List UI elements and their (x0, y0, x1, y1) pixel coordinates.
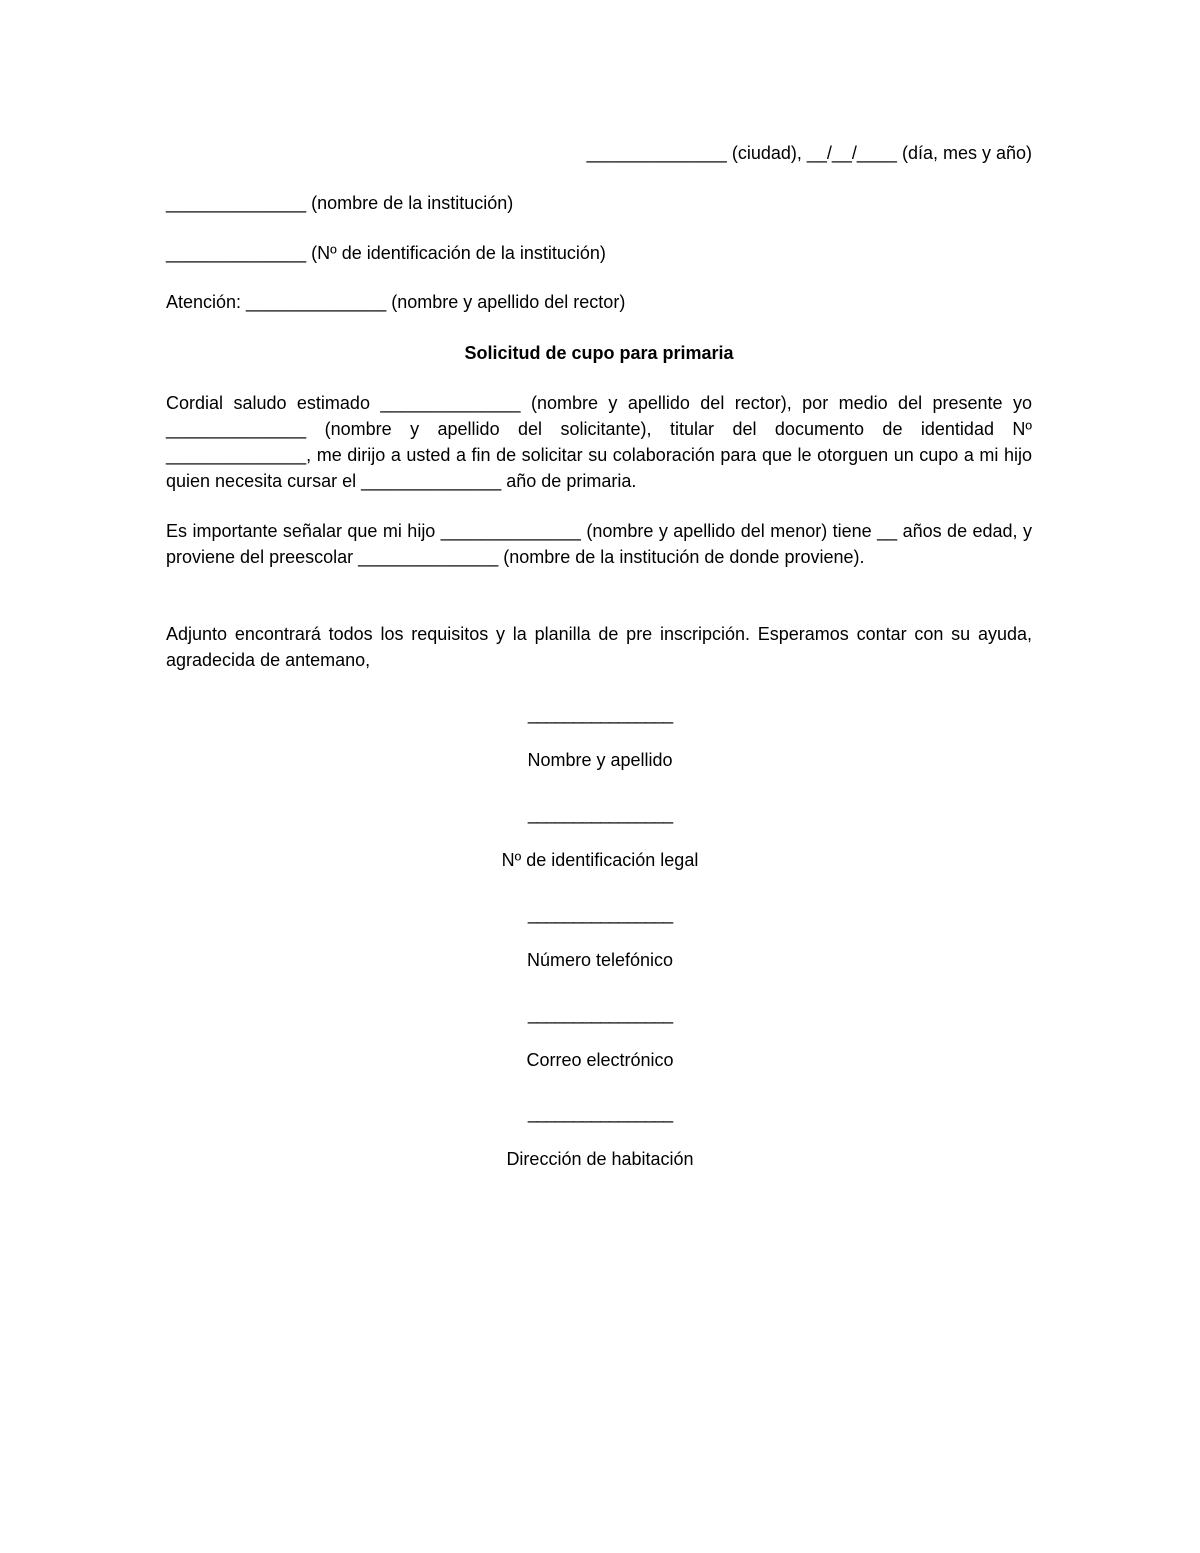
signature-line-phone: ________________ (527, 904, 673, 924)
attention-line: Atención: ______________ (nombre y apellido del rector) (166, 292, 626, 312)
body-paragraph-2: Es importante señalar que mi hijo ______________ (nombre y apellido del menor) tiene __ años de edad, y proviene del preescolar ______________ (nombre de la institución de donde proviene). (166, 521, 1032, 567)
signature-label-phone: Número telefónico (526, 950, 674, 970)
signature-label-id: Nº de identificación legal (501, 850, 699, 870)
signature-label-email: Correo electrónico (526, 1050, 674, 1070)
signature-line-name: ________________ (527, 704, 673, 724)
body-paragraph-1: Cordial saludo estimado ______________ (nombre y apellido del rector), por medio del presente yo ______________ (nombre y apellido del solicitante), titular del documento de identidad Nº ______________, me dirijo a usted a fin de solicitar su colaboración para que le otorguen un cupo a mi hijo quien necesita cursar el ______________ año de primaria. (166, 393, 1032, 491)
signature-line-email: ________________ (527, 1004, 673, 1024)
signature-line-id: ________________ (527, 804, 673, 824)
signature-line-address: ________________ (527, 1103, 673, 1123)
institution-id-line: ______________ (Nº de identificación de la institución) (166, 243, 606, 263)
date-line: ______________ (ciudad), __/__/____ (día, mes y año) (586, 143, 1032, 163)
institution-name-line: ______________ (nombre de la institución) (166, 193, 514, 213)
body-paragraph-3: Adjunto encontrará todos los requisitos y la planilla de pre inscripción. Esperamos contar con su ayuda, agradecida de antemano, (166, 624, 1032, 670)
signature-label-name: Nombre y apellido (527, 750, 673, 770)
document-title: Solicitud de cupo para primaria (464, 343, 734, 363)
signature-label-address: Dirección de habitación (506, 1149, 694, 1169)
